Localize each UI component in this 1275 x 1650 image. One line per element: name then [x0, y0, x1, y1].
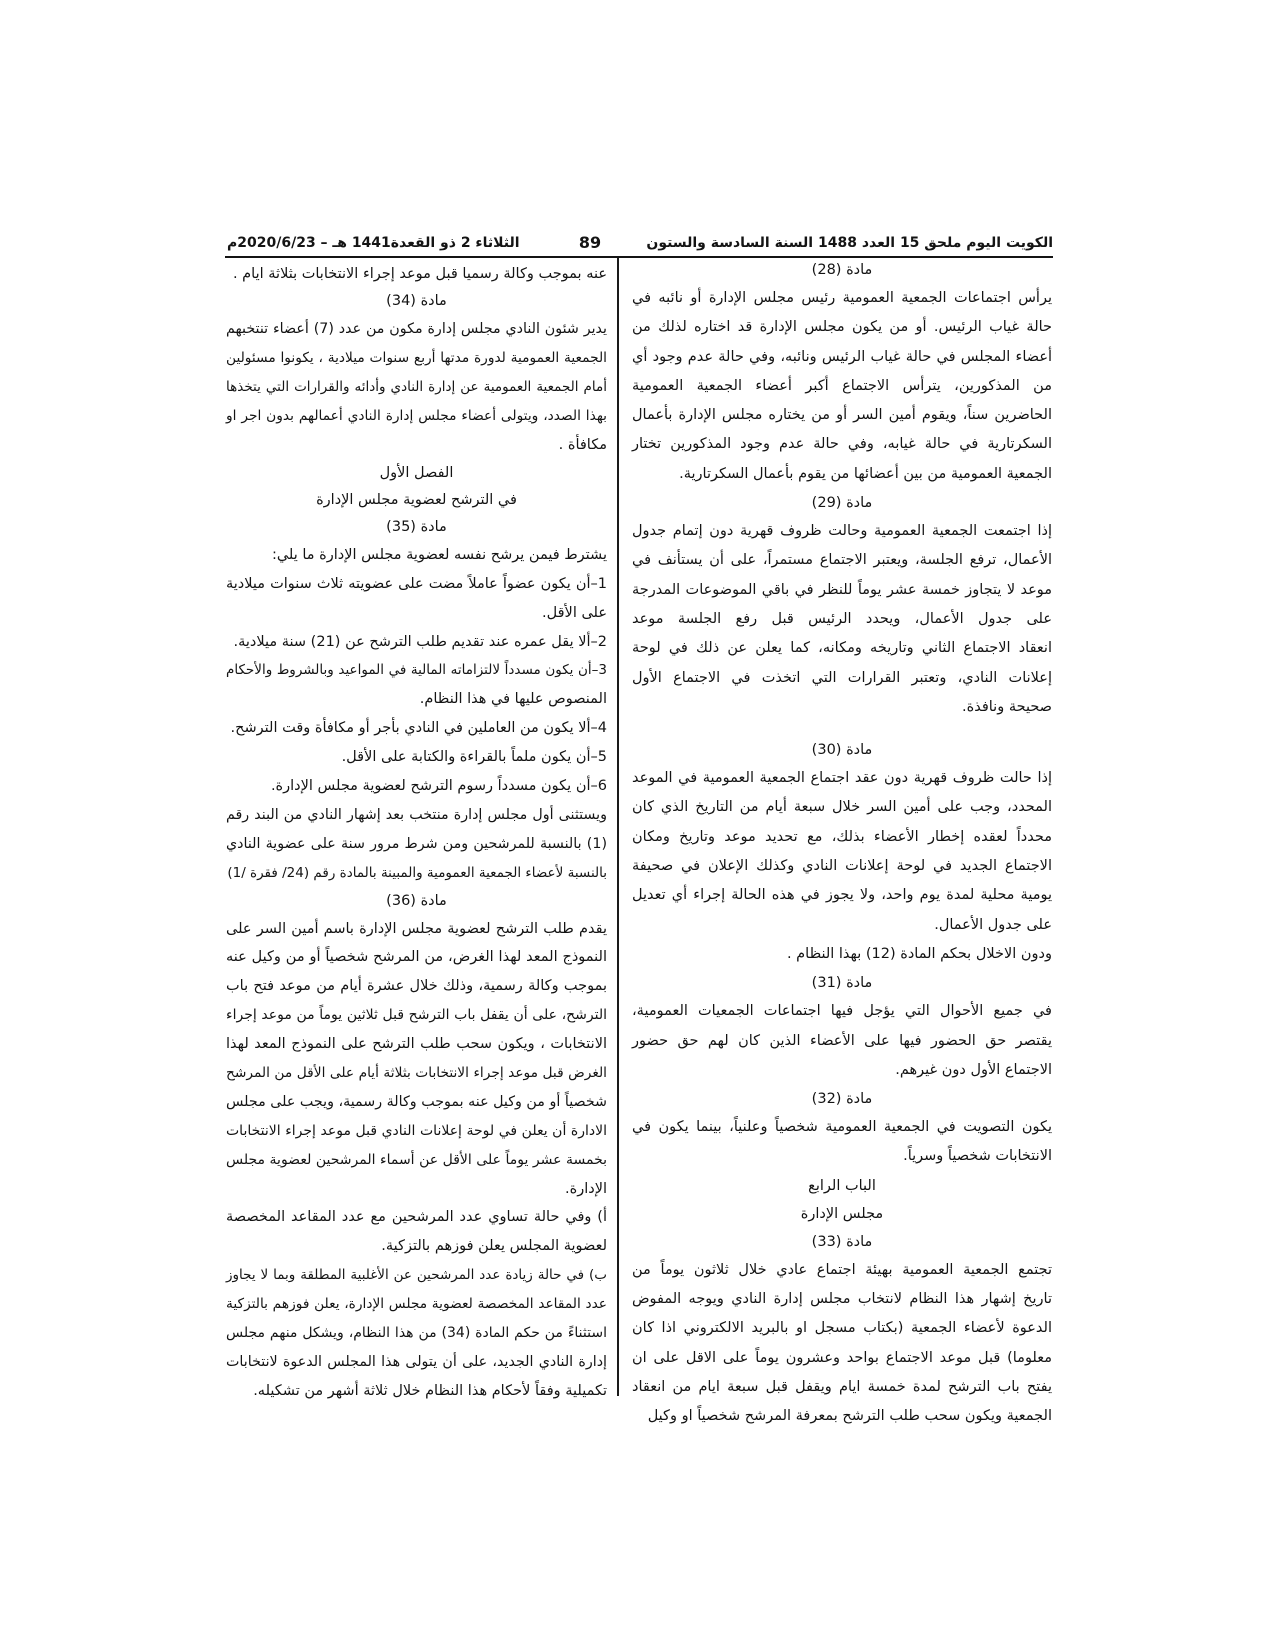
paragraph-line: معلوما) قبل موعد الاجتماع بواحد وعشرون يوماً على الاقل على ان: [632, 1349, 1052, 1366]
paragraph-line: الجمعية ويكون سحب طلب الترشح بمعرفة المرشح شخصياً او وكيل: [647, 1408, 1052, 1425]
page-header: [225, 229, 1053, 258]
paragraph: [226, 1203, 607, 1261]
paragraph-line: يومية محلية لمدة يوم واحد، ولا يجوز في هذه الحالة إجراء أي تعديل: [632, 887, 1052, 904]
paragraph: [632, 1256, 1052, 1432]
paragraph-line: المنصوص عليها في هذا النظام.: [419, 691, 607, 708]
paragraph-line: الترشح، على أن يقفل باب الترشح قبل ثلاثين يوماً من موعد إجراء: [226, 1007, 607, 1024]
article-heading: مادة (34): [386, 293, 447, 310]
paragraph-line: ودون الاخلال بحكم المادة (12) بهذا النظام .: [786, 945, 1052, 962]
paragraph-line: الغرض قبل موعد إجراء الانتخابات بثلاثة أيام على الأقل من المرشح: [226, 1064, 607, 1081]
paragraph-line: عدد المقاعد المخصصة لعضوية مجلس الإدارة، يعلن فوزهم بالتزكية: [226, 1296, 607, 1313]
paragraph: [226, 743, 607, 772]
article-heading: مادة (32): [811, 1091, 873, 1108]
paragraph-line: إدارة النادي الجديد، على أن يتولى هذا المجلس الدعوة لانتخابات: [226, 1353, 607, 1370]
paragraph-line: النموذج المعد لهذا الغرض، من المرشح شخصياً أو من وكيل عنه: [226, 949, 607, 966]
paragraph: [632, 284, 1052, 489]
paragraph-line: إذا اجتمعت الجمعية العمومية وحالت ظروف قهرية دون إتمام جدول: [632, 523, 1052, 540]
paragraph-line: السكرتارية في حالة غيابه، وفي حالة عدم وجود المذكورين تختار: [632, 436, 1052, 453]
right-text-column: [632, 256, 1052, 1432]
paragraph-line: صحيحة ونافذة.: [962, 698, 1052, 715]
issue-date: الثلاثاء 2 ذو القعدة1441 هـ – 2020/6/23م: [227, 235, 520, 251]
paragraph-line: بموجب وكالة رسمية، وذلك خلال عشرة أيام من موعد فتح باب: [226, 978, 607, 995]
paragraph: [226, 801, 607, 888]
article-heading: مادة (29): [811, 495, 873, 512]
paragraph: [632, 1113, 1052, 1172]
paragraph-line: استثناءً من حكم المادة (34) من هذا النظام، ويشكل منهم مجلس: [226, 1325, 607, 1341]
paragraph-line: يدير شئون النادي مجلس إدارة مكون من عدد (7) أعضاء تنتخبهم: [226, 321, 608, 338]
section-heading: الفصل الأول: [379, 464, 454, 481]
paragraph: [226, 656, 607, 714]
paragraph-line: تاريخ إشهار هذا النظام لانتخاب مجلس إدارة النادي ويوجه المفوض: [632, 1291, 1052, 1308]
paragraph-line: الانتخابات ، ويكون سحب طلب الترشح على النموذج المعد لهذا: [226, 1036, 607, 1053]
paragraph-line: أمام الجمعية العمومية عن إدارة النادي وأدائه والقرارات التي يتخذها: [226, 379, 607, 396]
paragraph-line: بالنسبة لأعضاء الجمعية العمومية والمبينة بالمادة رقم (24/ فقرة /1): [227, 864, 607, 881]
paragraph-line: ب) في حالة زيادة عدد المرشحين عن الأغلبية المطلقة وبما لا يجاوز: [226, 1267, 607, 1284]
paragraph: [226, 315, 607, 459]
paragraph-line: الجمعية العمومية لدورة مدتها أربع سنوات ميلادية ، يكونوا مسئولين: [226, 350, 607, 367]
paragraph-line: موعد لا يتجاوز خمسة عشر يوماً للنظر في باقي الموضوعات المدرجة: [632, 581, 1052, 598]
paragraph-line: من المذكورين، يترأس الاجتماع أكبر أعضاء الجمعية العمومية: [632, 377, 1052, 394]
paragraph: [632, 997, 1052, 1085]
paragraph-line: يكون التصويت في الجمعية العمومية شخصياً وعلنياً، بينما يكون في: [632, 1119, 1052, 1136]
page-number: 89: [578, 233, 602, 252]
paragraph: [226, 541, 607, 570]
paragraph-line: بهذا الصدد، ويتولى أعضاء مجلس إدارة النادي أعمالهم بدون اجر او: [226, 408, 607, 425]
section-heading: مجلس الإدارة: [800, 1205, 884, 1222]
article-heading: مادة (28): [811, 262, 873, 278]
paragraph-line: (1) بالنسبة للمرشحين ومن شرط مرور سنة على عضوية النادي: [226, 835, 607, 852]
paragraph-line: على الأقل.: [542, 604, 607, 621]
paragraph-line: 5–أن يكون ملماً بالقراءة والكتابة على الأقل.: [341, 749, 607, 766]
paragraph-line: المحدد، وجب على أمين السر خلال سبعة أيام من التاريخ الذي كان: [632, 799, 1052, 816]
paragraph-line: الدعوة لأعضاء الجمعية (بكتاب مسجل او بالبريد الالكتروني اذا كان: [632, 1320, 1052, 1337]
paragraph-line: مكافأة .: [558, 436, 607, 453]
paragraph-line: يقتصر حق الحضور فيها على الأعضاء الذين كان لهم حق حضور: [632, 1032, 1052, 1049]
gazette-issue-info: الكويت اليوم ملحق 15 العدد 1488 السنة السادسة والستون: [646, 235, 1053, 251]
paragraph-line: الانتخابات شخصياً وسرياً.: [903, 1148, 1052, 1165]
paragraph-line: أ) وفي حالة تساوي عدد المرشحين مع عدد المقاعد المخصصة: [226, 1209, 607, 1226]
paragraph: [226, 915, 607, 1204]
paragraph-line: في جميع الأحوال التي يؤجل فيها اجتماعات الجمعيات العمومية،: [632, 1003, 1052, 1020]
paragraph-line: الجمعية العمومية من بين أعضائها من يقوم بأعمال السكرتارية.: [679, 465, 1052, 482]
paragraph: [226, 714, 607, 743]
paragraph-line: 1–أن يكون عضواً عاملاً مضت على عضويته ثلاث سنوات ميلادية: [226, 575, 607, 592]
paragraph-line: الحاضرين سناً، ويقوم أمين السر أو من يختاره مجلس الإدارة بأعمال: [632, 407, 1052, 424]
article-heading: مادة (35): [386, 518, 447, 535]
paragraph-line: يشترط فيمن يرشح نفسه لعضوية مجلس الإدارة ما يلي:: [271, 546, 607, 563]
paragraph-line: على جدول الأعمال.: [934, 916, 1052, 933]
article-heading: مادة (30): [811, 742, 873, 759]
paragraph-line: تجتمع الجمعية العمومية بهيئة اجتماع عادي خلال ثلاثون يوماً من: [632, 1261, 1052, 1278]
paragraph-line: الإدارة.: [565, 1180, 607, 1197]
paragraph-line: 2–ألا يقل عمره عند تقديم طلب الترشح عن (21) سنة ميلادية.: [233, 633, 607, 650]
paragraph: [632, 764, 1052, 940]
paragraph: [632, 517, 1052, 722]
paragraph-line: بخمسة عشر يوماً على الأقل عن أسماء المرشحين لعضوية مجلس: [226, 1151, 607, 1168]
paragraph-line: يفتح باب الترشح لمدة خمسة ايام ويقفل قبل سبعة ايام من انعقاد: [632, 1378, 1052, 1395]
article-heading: مادة (31): [811, 975, 873, 992]
paragraph-line: انعقاد الاجتماع الثاني وتاريخه ومكانه، كما يعلن عن ذلك في لوحة: [632, 640, 1052, 657]
paragraph: [632, 940, 1052, 969]
paragraph: [226, 260, 607, 289]
paragraph-line: إعلانات النادي، وتعتبر القرارات التي اتخذت في الاجتماع الأول: [632, 669, 1052, 686]
paragraph-line: أعضاء المجلس في حالة غياب الرئيس ونائبه، وفي حالة عدم وجود أي: [632, 348, 1052, 365]
paragraph-line: لعضوية المجلس يعلن فوزهم بالتزكية.: [381, 1238, 607, 1255]
paragraph-line: محدداً لعقده إخطار الأعضاء بذلك، مع تحديد موعد وتاريخ ومكان: [632, 828, 1052, 845]
paragraph-line: إذا حالت ظروف قهرية دون عقد اجتماع الجمعية العمومية في الموعد: [632, 770, 1052, 787]
paragraph-line: 3–أن يكون مسدداً لالتزاماته المالية في المواعيد وبالشروط والأحكام: [226, 662, 607, 679]
article-heading: مادة (33): [811, 1233, 873, 1250]
paragraph: [226, 628, 607, 657]
paragraph-line: يرأس اجتماعات الجمعية العمومية رئيس مجلس الإدارة أو نائبه في: [632, 290, 1052, 306]
left-text-column: [226, 260, 607, 1406]
paragraph: [226, 570, 607, 628]
paragraph-line: يقدم طلب الترشح لعضوية مجلس الإدارة باسم أمين السر على: [226, 920, 607, 937]
section-heading: في الترشح لعضوية مجلس الإدارة: [316, 491, 517, 508]
paragraph-line: على جدول الأعمال، ويحدد الرئيس قبل رفع الجلسة موعد: [632, 610, 1052, 627]
paragraph-line: ويستثنى أول مجلس إدارة منتخب بعد إشهار النادي من البند رقم: [226, 806, 607, 823]
paragraph-line: الاجتماع الأول دون غيرهم.: [895, 1061, 1052, 1078]
column-divider: [617, 258, 619, 1396]
paragraph: [226, 1261, 607, 1405]
paragraph-line: تكميلية وفقاً لأحكام هذا النظام خلال ثلاثة أشهر من تشكيله.: [253, 1382, 607, 1399]
paragraph-line: شخصياً أو من وكيل عنه بموجب وكالة رسمية، ويجب على مجلس: [226, 1093, 607, 1110]
paragraph-line: 4–ألا يكون من العاملين في النادي بأجر أو مكافأة وقت الترشح.: [230, 720, 607, 737]
section-heading: الباب الرابع: [808, 1177, 876, 1194]
paragraph-line: حالة غياب الرئيس. أو من يكون مجلس الإدارة قد اختاره لذلك من: [632, 319, 1052, 336]
paragraph-line: عنه بموجب وكالة رسميا قبل موعد إجراء الانتخابات بثلاثة ايام .: [232, 265, 607, 282]
paragraph-line: الادارة أن يعلن في لوحة إعلانات النادي قبل موعد إجراء الانتخابات: [226, 1122, 607, 1139]
paragraph-line: الأعمال، ترفع الجلسة، ويعتبر الاجتماع مستمراً، على أن يستأنف في: [632, 552, 1052, 569]
paragraph: [226, 772, 607, 801]
article-heading: مادة (36): [386, 892, 447, 909]
paragraph-line: الاجتماع الجديد في لوحة إعلانات النادي وكذلك الإعلان في صحيفة: [632, 858, 1052, 875]
paragraph-line: 6–أن يكون مسدداً رسوم الترشح لعضوية مجلس الإدارة.: [270, 777, 607, 794]
